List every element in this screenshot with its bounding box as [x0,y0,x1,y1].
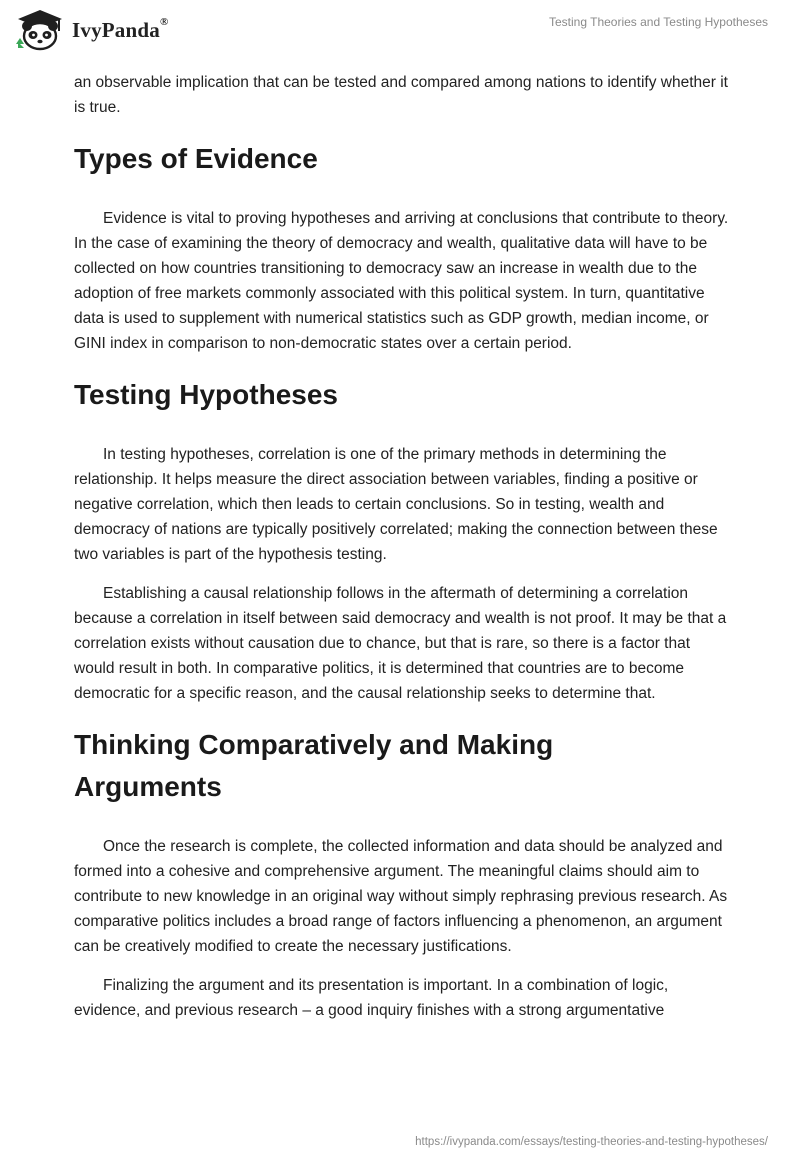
body-paragraph: Once the research is complete, the collected information and data should be analyzed and formed into a cohesive and comprehensive argument. The meaningful claims should aim to contribute to new knowledge in an original way without simply rephrasing previous research. As comparative politics includes a broad range of factors influencing a phenomenon, an argument can be creatively modified to create the necessary justifications. [74,838,728,955]
ivypanda-logo[interactable] [14,8,168,52]
body-paragraph: Evidence is vital to proving hypotheses and arriving at conclusions that contribute to theory. In the case of examining the theory of democracy and wealth, qualitative data will have to be collected on how countries transitioning to democracy saw an increase in wealth due to the adoption of free markets commonly associated with this political system. In turn, quantitative data is used to supplement with numerical statistics such as GDP growth, median income, or GINI index in comparison to non-democratic states over a certain period. [74,210,729,352]
essay-body [74,70,734,1037]
body-paragraph: Finalizing the argument and its presentation is important. In a combination of logic, evidence, and previous research – a good inquiry finishes with a strong argumentative [74,977,669,1019]
section-heading-types-of-evidence: Types of Evidence [74,143,318,174]
page-header [0,0,800,70]
section-heading-testing-hypotheses: Testing Hypotheses [74,379,338,410]
section-heading-thinking-comparatively: Thinking Comparatively and Making Arguments [74,729,554,802]
source-url-link[interactable]: https://ivypanda.com/essays/testing-theories-and-testing-hypotheses/ [415,1136,768,1148]
body-paragraph: Establishing a causal relationship follows in the aftermath of determining a correlation because a correlation in itself between said democracy and wealth is not proof. It may be that a correlation exists without causation due to chance, but that is rare, so there is a factor that would result in both. In comparative politics, it is determined that countries are to become democratic for a specific reason, and the causal relationship seeks to determine that. [74,585,727,702]
panda-logo-icon [14,8,66,52]
body-paragraph: In testing hypotheses, correlation is one of the primary methods in determining the relationship. It helps measure the direct association between variables, finding a positive or negative correlation, which then leads to certain conclusions. So in testing, wealth and democracy of nations are typically positively correlated; making the connection between these two variables is part of the hypothesis testing. [74,446,718,563]
document-title: Testing Theories and Testing Hypotheses [548,15,768,29]
brand-name: IvyPanda® [72,15,169,42]
intro-continuation-paragraph: an observable implication that can be tested and compared among nations to identify whether it is true. [74,74,728,116]
